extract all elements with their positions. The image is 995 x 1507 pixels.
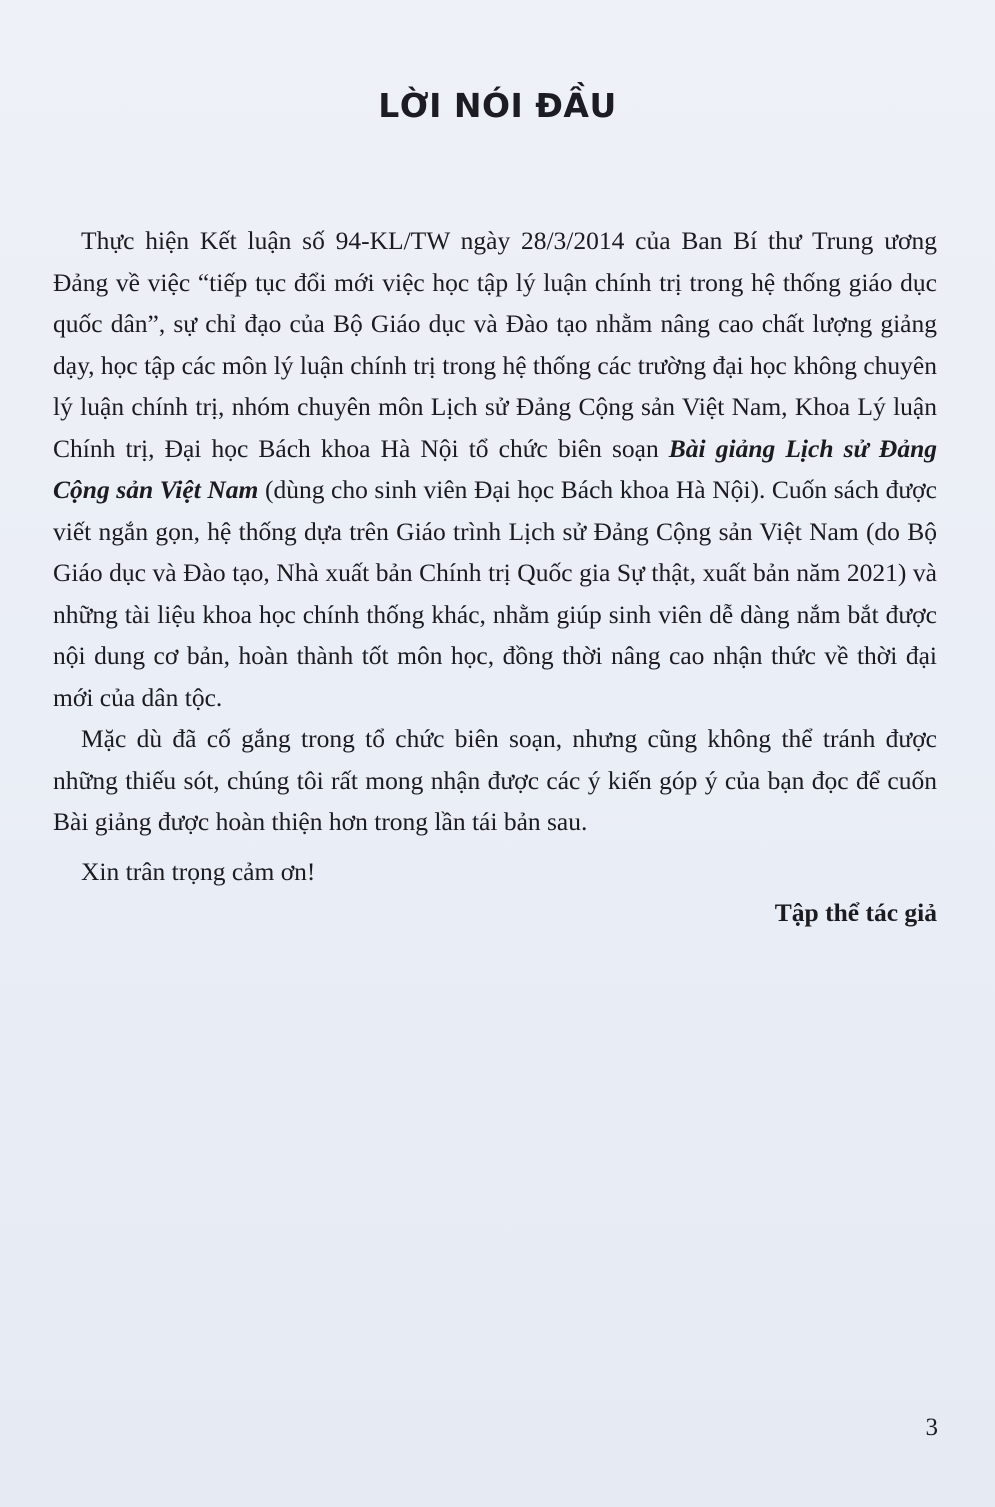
- book-title-emphasis: Bài giảng Lịch sử Đảng Cộng sản Việt Nam: [53, 433, 937, 504]
- paragraph-1: [53, 220, 937, 718]
- paragraph-2: Mặc dù đã cố gắng trong tổ chức biên soạn, nhưng cũng không thể tránh được những thiếu sót, chúng tôi rất mong nhận được các ý kiến góp ý của bạn đọc để cuốn Bài giảng được hoàn thiện hơn trong lần tái bản sau.: [53, 724, 937, 836]
- paragraph-1-text-a: Thực hiện Kết luận số 94-KL/TW ngày 28/3/2014 của Ban Bí thư Trung ương Đảng về việc “tiếp tục đổi mới việc học tập lý luận chính trị trong hệ thống giáo dục quốc dân”, sự chỉ đạo của Bộ Giáo dục và Đào tạo nhằm nâng cao chất lượng giảng dạy, học tập các môn lý luận chính trị trong hệ thống các trường đại học không chuyên lý luận chính trị, nhóm chuyên môn Lịch sử Đảng Cộng sản Việt Nam, Khoa Lý luận Chính trị, Đại học Bách khoa Hà Nội tổ chức biên soạn: [53, 226, 937, 463]
- preface-body: [53, 220, 937, 934]
- paragraph-1-text-b: (dùng cho sinh viên Đại học Bách khoa Hà Nội). Cuốn sách được viết ngắn gọn, hệ thống dựa trên Giáo trình Lịch sử Đảng Cộng sản Việt Nam (do Bộ Giáo dục và Đào tạo, Nhà xuất bản Chính trị Quốc gia Sự thật, xuất bản năm 2021) và những tài liệu khoa học chính thống khác, nhằm giúp sinh viên dễ dàng nắm bắt được nội dung cơ bản, hoàn thành tốt môn học, đồng thời nâng cao nhận thức về thời đại mới của dân tộc.: [53, 475, 937, 712]
- thanks-line: Xin trân trọng cảm ơn!: [81, 856, 316, 886]
- page-number: 3: [925, 1414, 938, 1441]
- author-signature: Tập thể tác giả: [774, 898, 937, 927]
- page-title: LỜI NÓI ĐẦU: [378, 86, 617, 125]
